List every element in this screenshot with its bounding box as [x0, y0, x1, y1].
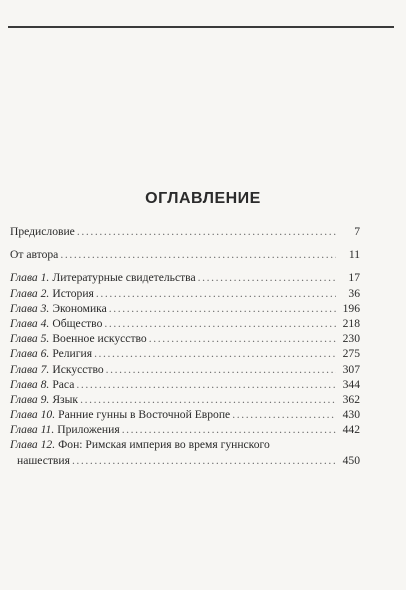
table-of-contents	[10, 224, 360, 468]
chapter-number: Глава 2.	[10, 286, 50, 300]
leader-dots	[106, 362, 336, 377]
chapter-number: Глава 7.	[10, 362, 50, 376]
leader-dots	[72, 453, 336, 468]
toc-entry-page: 196	[342, 301, 360, 315]
chapter-number: Глава 3.	[10, 301, 50, 315]
chapter-number: Глава 5.	[10, 332, 50, 346]
chapter-number: Глава 12.	[10, 438, 56, 452]
chapter-title-line-1: Фон: Римская империя во время гуннского	[58, 438, 270, 452]
chapter-number: Глава 8.	[10, 377, 50, 391]
toc-entry-page: 442	[342, 423, 360, 437]
toc-entry-preface[interactable]	[10, 224, 360, 239]
chapter-number: Глава 9.	[10, 392, 50, 406]
toc-entry-page: 230	[342, 332, 360, 346]
toc-entry-page: 36	[348, 286, 360, 300]
toc-entry-page: 218	[342, 316, 360, 330]
leader-dots	[149, 331, 336, 346]
chapter-number: Глава 1.	[10, 271, 50, 285]
leader-dots	[77, 224, 336, 239]
leader-dots	[94, 346, 336, 361]
toc-entry-chapter-5[interactable]	[10, 331, 360, 346]
toc-entry-chapter-8[interactable]	[10, 377, 360, 392]
chapter-title: Литературные свидетельства	[52, 271, 196, 285]
leader-dots	[122, 422, 336, 437]
toc-entry-chapter-11[interactable]	[10, 422, 360, 437]
chapter-title: Язык	[52, 392, 79, 406]
chapter-title-line-2: нашествия	[17, 453, 70, 467]
toc-entry-label: Предисловие	[10, 225, 75, 238]
chapter-title: Искусство	[52, 362, 104, 376]
chapter-number: Глава 10.	[10, 408, 56, 422]
chapter-title: Ранние гунны в Восточной Европе	[58, 408, 231, 422]
toc-entry-chapter-12[interactable]	[10, 437, 360, 467]
toc-entry-label: От автора	[10, 248, 59, 262]
chapter-title: Экономика	[52, 301, 107, 315]
leader-dots	[80, 392, 336, 407]
toc-entry-chapter-2[interactable]	[10, 286, 360, 301]
toc-entry-chapter-4[interactable]	[10, 316, 360, 331]
leader-dots	[198, 270, 336, 285]
toc-entry-page: 17	[348, 271, 360, 285]
toc-entry-page: 7	[354, 225, 360, 238]
leader-dots	[96, 286, 336, 301]
toc-entry-page: 307	[342, 362, 360, 376]
chapter-title: Приложения	[57, 423, 120, 437]
toc-entry-chapter-1[interactable]	[10, 270, 360, 285]
chapter-title: Раса	[52, 377, 75, 391]
toc-entry-chapter-7[interactable]	[10, 362, 360, 377]
leader-dots	[76, 377, 336, 392]
leader-dots	[104, 316, 336, 331]
leader-dots	[232, 407, 336, 422]
page-title: ОГЛАВЛЕНИЕ	[145, 190, 261, 207]
chapter-title: История	[52, 286, 94, 300]
top-rule	[8, 26, 394, 28]
toc-entry-chapter-6[interactable]	[10, 346, 360, 361]
toc-entry-chapter-9[interactable]	[10, 392, 360, 407]
chapter-number: Глава 11.	[10, 423, 55, 437]
toc-entry-author-note[interactable]	[10, 247, 360, 262]
chapter-title: Религия	[52, 347, 93, 361]
leader-dots	[60, 247, 336, 262]
toc-entry-page: 344	[342, 377, 360, 391]
toc-entry-chapter-10[interactable]	[10, 407, 360, 422]
toc-entry-page: 450	[342, 453, 360, 467]
chapter-title: Общество	[52, 316, 103, 330]
leader-dots	[109, 301, 336, 316]
chapter-number: Глава 4.	[10, 316, 50, 330]
toc-entry-page: 362	[342, 392, 360, 406]
chapter-title: Военное искусство	[52, 332, 147, 346]
toc-entry-chapter-3[interactable]	[10, 301, 360, 316]
toc-entry-page: 275	[342, 347, 360, 361]
toc-entry-page: 11	[348, 248, 360, 262]
chapter-number: Глава 6.	[10, 347, 50, 361]
toc-entry-page: 430	[342, 408, 360, 422]
